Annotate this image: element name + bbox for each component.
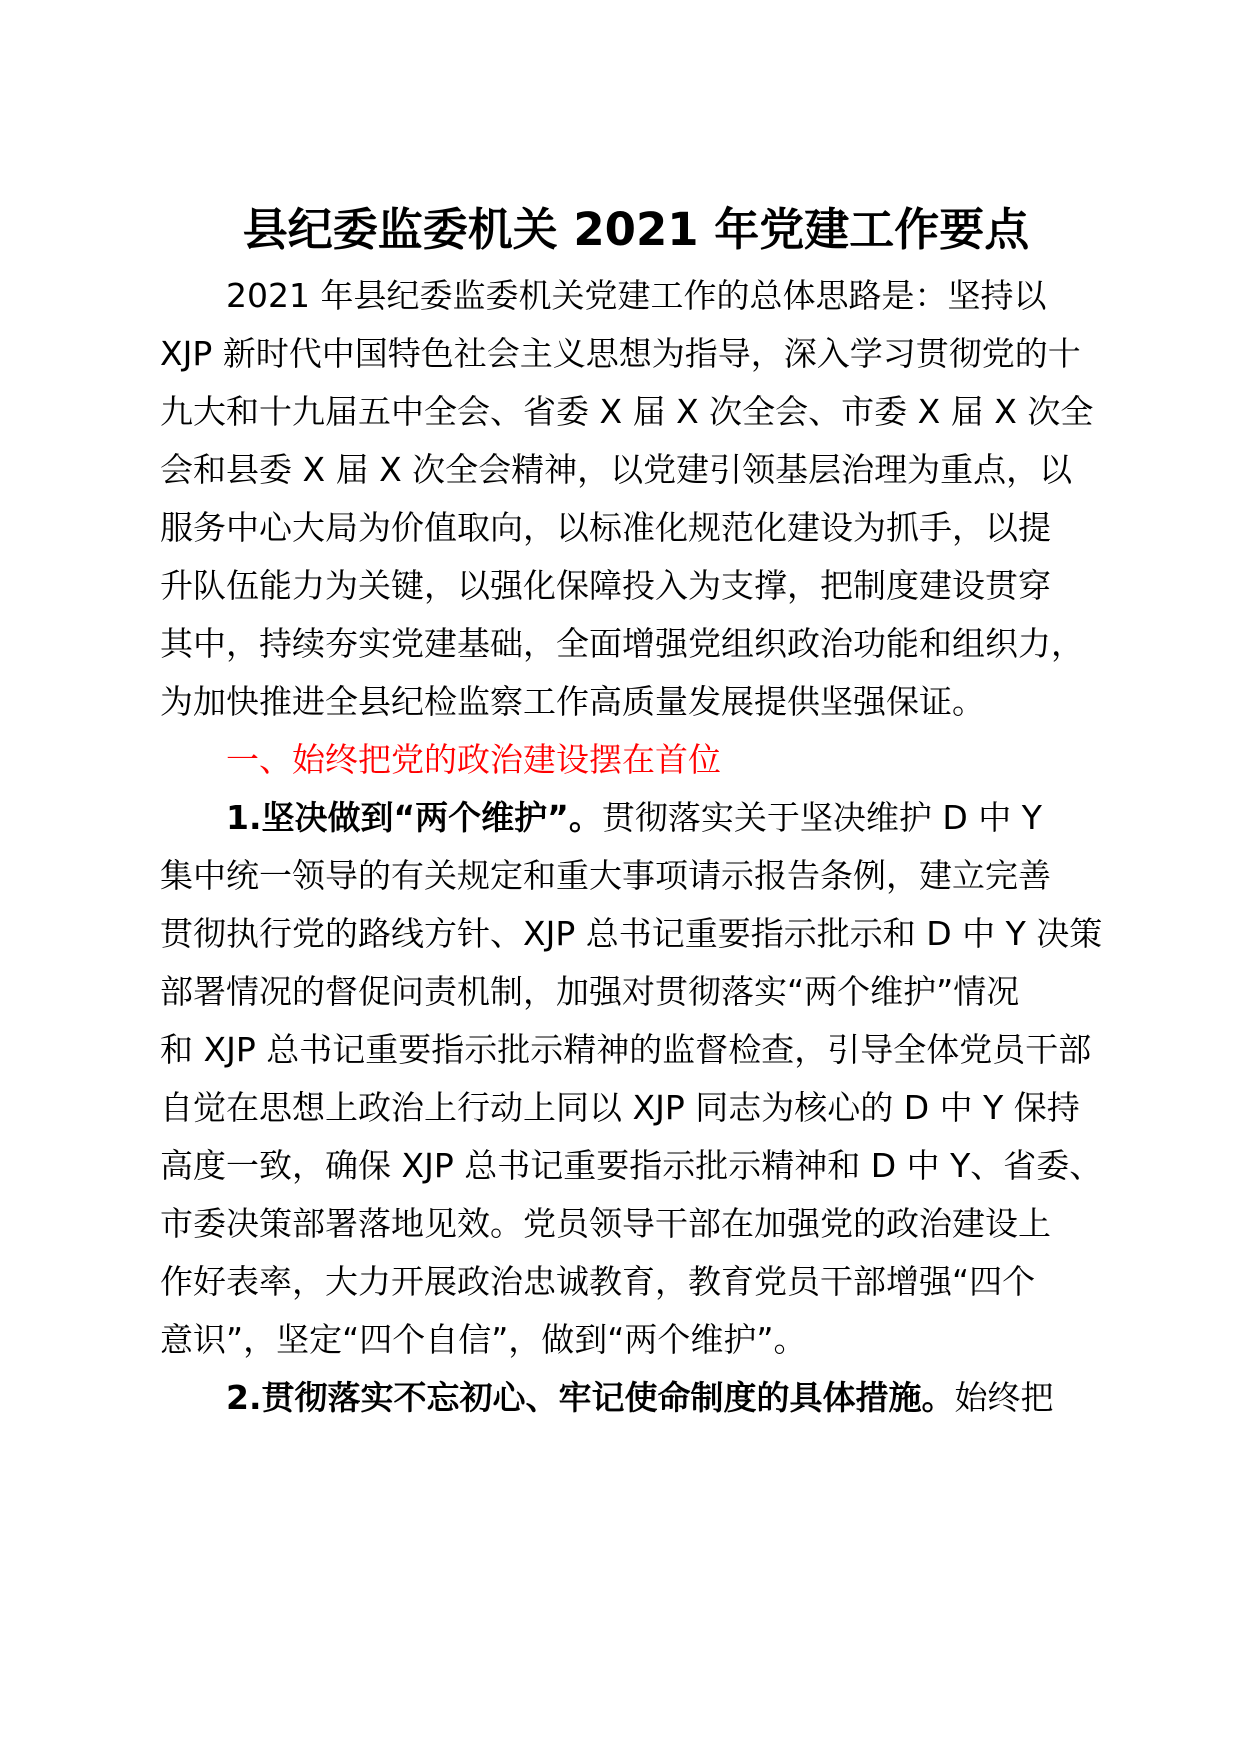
intro-line: 其中，持续夯实党建基础，全面增强党组织政治功能和组织力， <box>160 624 1084 663</box>
item-2-first-line <box>226 1376 1054 1420</box>
item-1-line: 作好表率，大力开展政治忠诚教育，教育党员干部增强“四个 <box>160 1262 1036 1301</box>
intro-line: 为加快推进全县纪检监察工作高质量发展提供坚强保证。 <box>160 682 985 721</box>
intro-line: 升队伍能力为关键，以强化保障投入为支撑，把制度建设贯穿 <box>160 566 1051 605</box>
intro-line: 会和县委 X 届 X 次全会精神，以党建引领基层治理为重点，以 <box>160 450 1073 489</box>
section-heading: 一、始终把党的政治建设摆在首位 <box>226 740 721 779</box>
intro-line: 九大和十九届五中全会、省委 X 届 X 次全会、市委 X 届 X 次全 <box>160 392 1094 431</box>
item-1-line: 集中统一领导的有关规定和重大事项请示报告条例，建立完善 <box>160 856 1051 895</box>
item-1-line: 高度一致，确保 XJP 总书记重要指示批示精神和 D 中 Y、省委、 <box>160 1146 1103 1185</box>
item-1-line: 贯彻执行党的路线方针、XJP 总书记重要指示批示和 D 中 Y 决策 <box>160 914 1103 953</box>
item-1-line: 市委决策部署落地见效。党员领导干部在加强党的政治建设上 <box>160 1204 1051 1243</box>
item-2-text: 始终把 <box>954 1378 1054 1417</box>
intro-line: XJP 新时代中国特色社会主义思想为指导，深入学习贯彻党的十 <box>160 334 1081 373</box>
item-2-title: 2.贯彻落实不忘初心、牢记使命制度的具体措施。 <box>226 1378 955 1417</box>
document-title: 县纪委监委机关 2021 年党建工作要点 <box>242 203 1030 256</box>
intro-line: 服务中心大局为价值取向，以标准化规范化建设为抓手，以提 <box>160 508 1051 547</box>
item-1-line: 部署情况的督促问责机制，加强对贯彻落实“两个维护”情况 <box>160 972 1020 1011</box>
document-page <box>160 0 1112 1754</box>
item-1-line: 自觉在思想上政治上行动上同以 XJP 同志为核心的 D 中 Y 保持 <box>160 1088 1080 1127</box>
item-1-line: 和 XJP 总书记重要指示批示精神的监督检查，引导全体党员干部 <box>160 1030 1092 1069</box>
item-1-line: 意识”，坚定“四个自信”，做到“两个维护”。 <box>160 1320 807 1359</box>
item-1-first-line <box>226 796 1042 840</box>
item-1-title: 1.坚决做到“两个维护”。 <box>226 798 602 837</box>
item-1-text: 贯彻落实关于坚决维护 D 中 Y <box>601 798 1042 837</box>
intro-line: 2021 年县纪委监委机关党建工作的总体思路是：坚持以 <box>226 276 1047 315</box>
